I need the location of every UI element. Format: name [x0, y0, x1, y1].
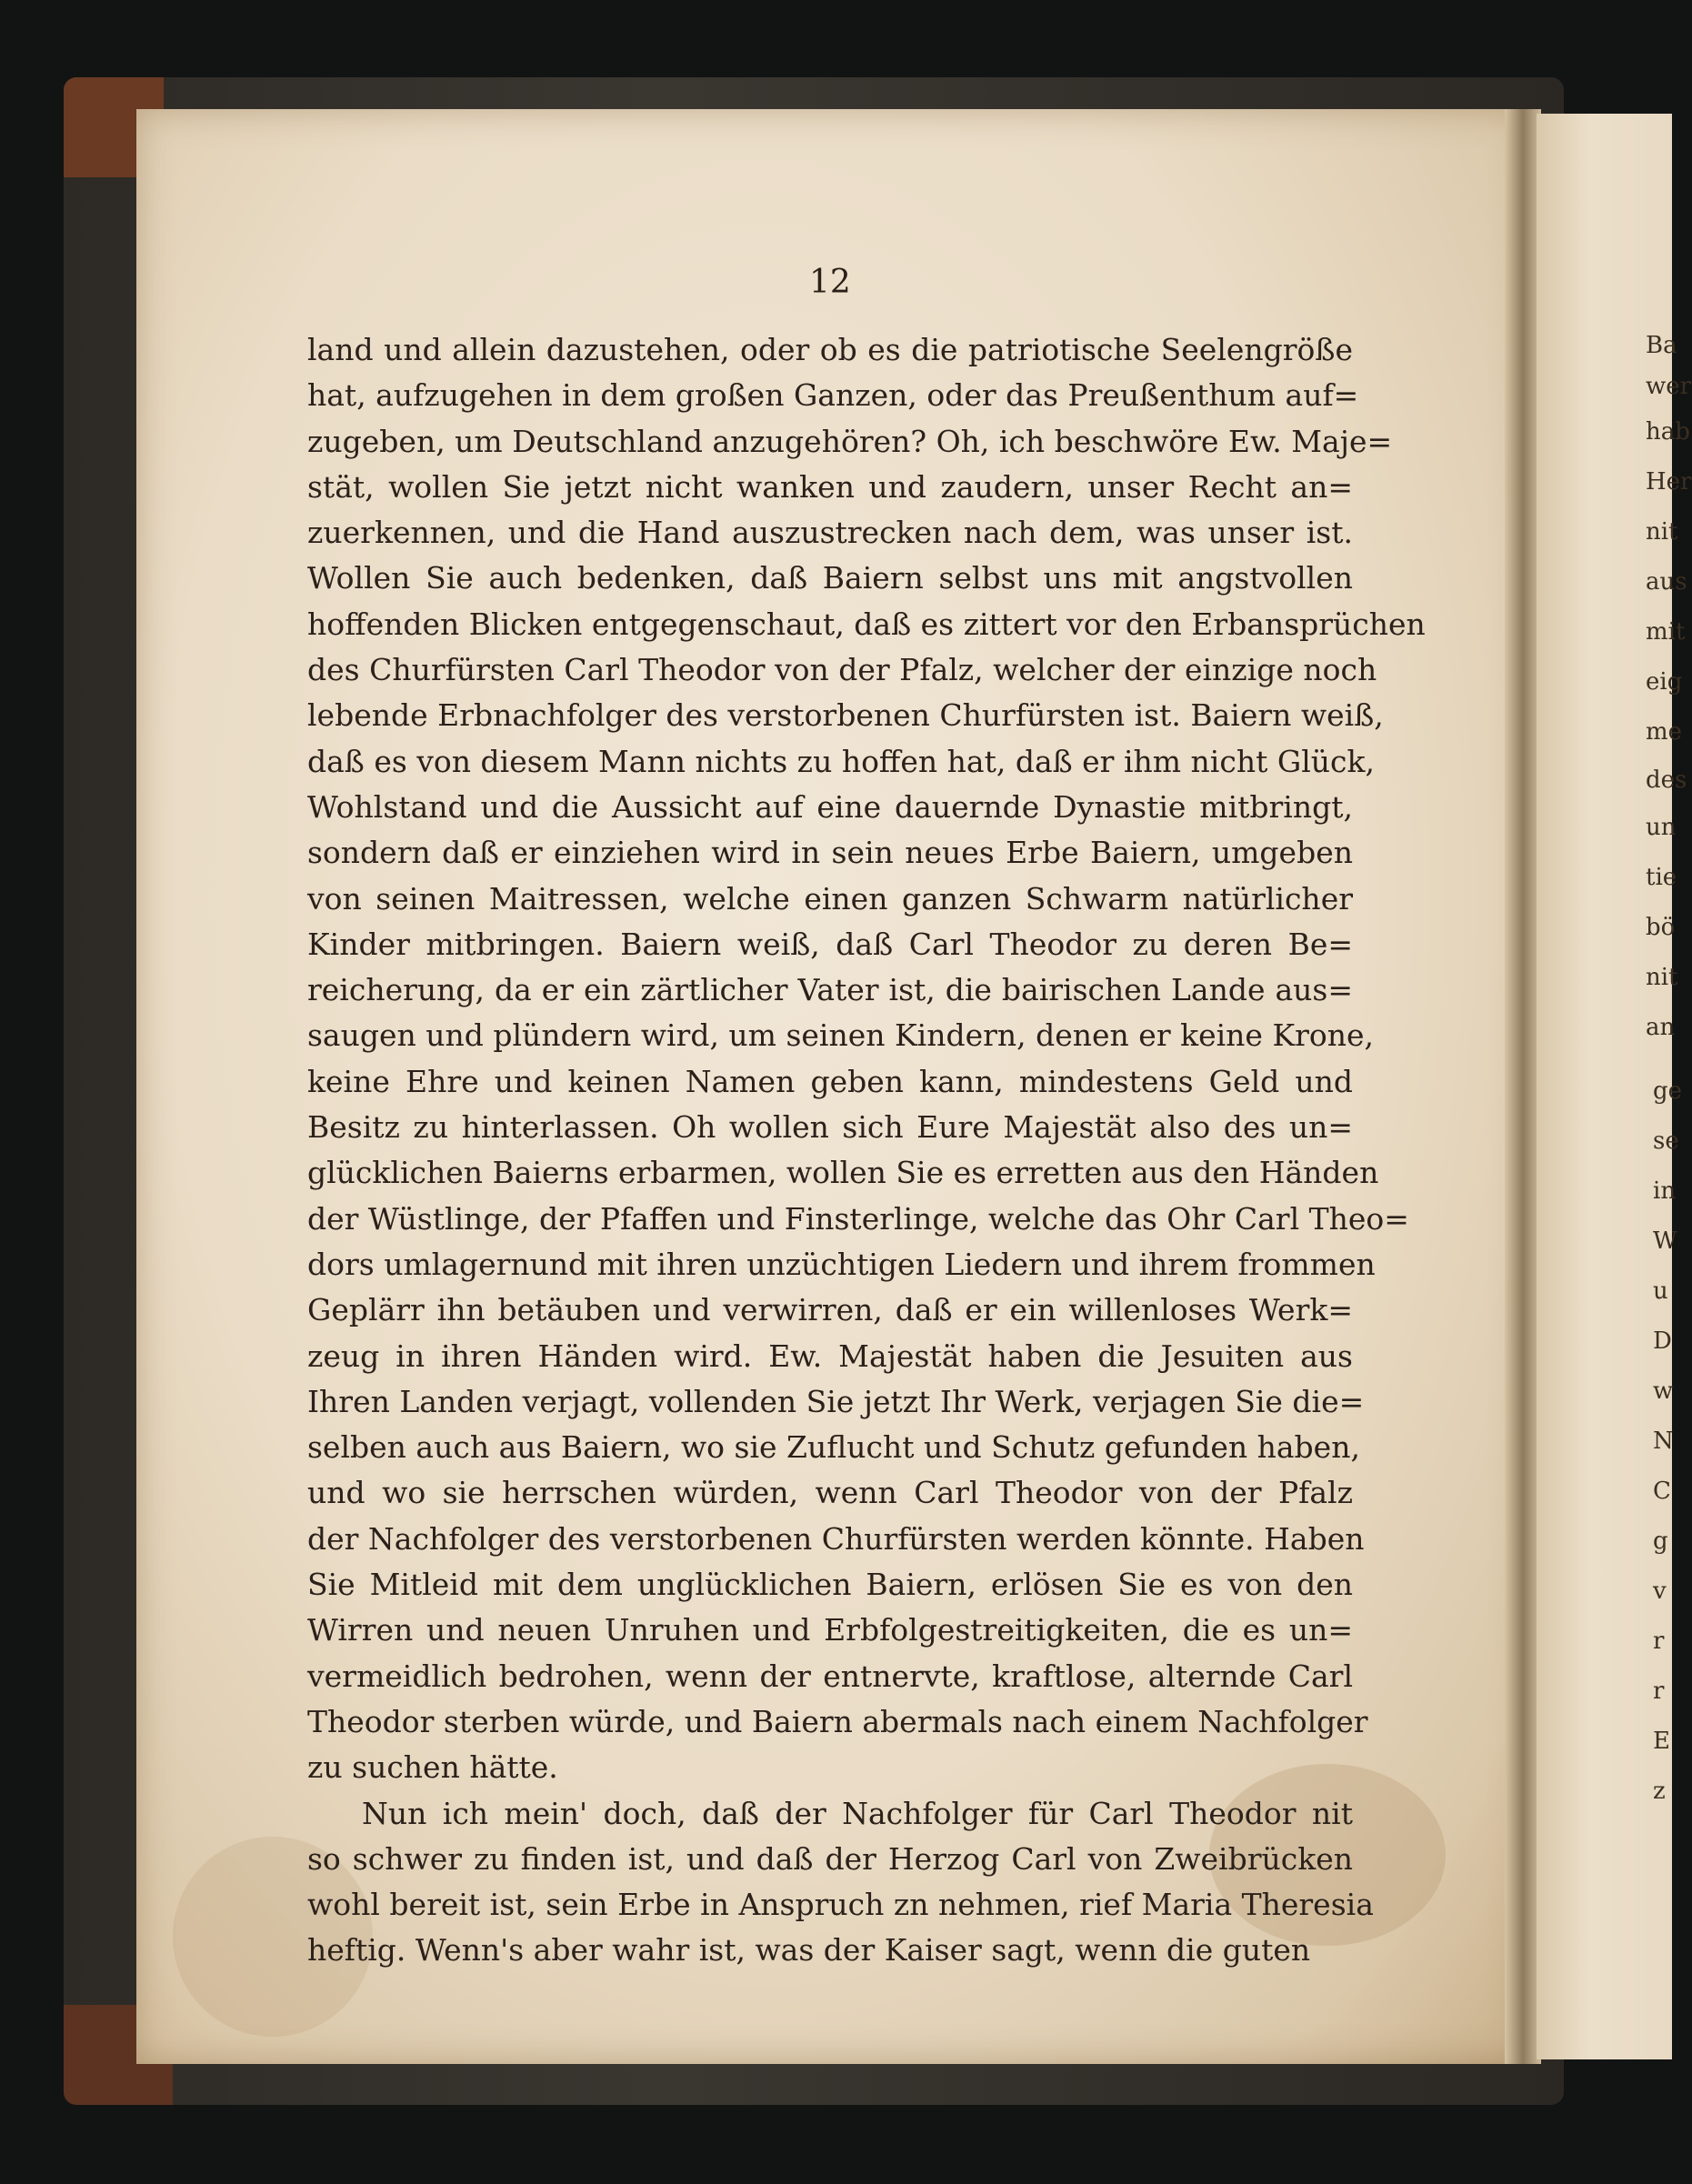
- next-page-fragment: w: [1653, 1378, 1674, 1405]
- next-page-fragment: se: [1653, 1127, 1679, 1155]
- next-page-fragment: v: [1653, 1578, 1667, 1605]
- text-line: glücklichen Baierns erbarmen, wollen Sie es erretten aus den Händen: [307, 1155, 1379, 1191]
- next-page-fragment: r: [1653, 1628, 1665, 1655]
- next-page-fragment: nit: [1646, 964, 1678, 991]
- text-line: saugen und plündern wird, um seinen Kindern, denen er keine Krone,: [307, 1017, 1375, 1054]
- next-page-fragment: in: [1653, 1177, 1677, 1205]
- next-page-fragment: u: [1653, 1277, 1668, 1305]
- text-line: vermeidlich bedrohen, wenn der entnervte, kraftlose, alternde Carl: [307, 1658, 1353, 1694]
- text-line: der Nachfolger des verstorbenen Churfürsten werden könnte. Haben: [307, 1520, 1365, 1557]
- next-page-fragment: un: [1646, 814, 1677, 841]
- text-line: keine Ehre und keinen Namen geben kann, mindestens Geld und: [307, 1063, 1353, 1099]
- page-number: 12: [809, 264, 851, 301]
- next-page-fragment: Ba: [1646, 332, 1677, 359]
- text-line: der Wüstlinge, der Pfaffen und Finsterlinge, welche das Ohr Carl Theo=: [307, 1200, 1409, 1237]
- text-line: Wohlstand und die Aussicht auf eine dauernde Dynastie mitbringt,: [307, 788, 1353, 825]
- text-line: Besitz zu hinterlassen. Oh wollen sich Eure Majestät also des un=: [307, 1109, 1353, 1146]
- text-line: hoffenden Blicken entgegenschaut, daß es zittert vor den Erbansprüchen: [307, 606, 1426, 642]
- next-page-fragment: aus: [1646, 568, 1687, 596]
- text-line: zugeben, um Deutschland anzugehören? Oh, ich beschwöre Ew. Maje=: [307, 423, 1393, 459]
- next-page-fragment: me: [1646, 718, 1683, 746]
- text-line: Sie Mitleid mit dem unglücklichen Baiern, erlösen Sie es von den: [307, 1567, 1353, 1603]
- next-page-fragment: Her: [1646, 468, 1692, 496]
- next-page-fragment: hab: [1646, 418, 1690, 446]
- text-line: selben auch aus Baiern, wo sie Zuflucht und Schutz gefunden haben,: [307, 1429, 1360, 1466]
- next-page-fragment: N: [1653, 1428, 1674, 1455]
- next-page-fragment: des: [1646, 766, 1687, 794]
- text-line: lebende Erbnachfolger des verstorbenen Churfürsten ist. Baiern weiß,: [307, 697, 1384, 734]
- text-line: zu suchen hätte.: [307, 1749, 558, 1786]
- text-line: Wollen Sie auch bedenken, daß Baiern selbst uns mit angstvollen: [307, 560, 1353, 596]
- next-page-fragment: W: [1653, 1227, 1677, 1255]
- text-line: des Churfürsten Carl Theodor von der Pfalz, welcher der einzige noch: [307, 652, 1377, 688]
- next-page-fragment: r: [1653, 1678, 1665, 1705]
- next-page-fragment: D: [1653, 1327, 1672, 1355]
- text-line: reicherung, da er ein zärtlicher Vater ist, die bairischen Lande aus=: [307, 972, 1353, 1008]
- text-line: dors umlagernund mit ihren unzüchtigen Liedern und ihrem frommen: [307, 1246, 1376, 1282]
- next-page-fragment: mit: [1646, 618, 1686, 646]
- text-line: land und allein dazustehen, oder ob es die patriotische Seelengröße: [307, 332, 1353, 367]
- next-page-fragment: eig: [1646, 668, 1683, 696]
- text-line: Wirren und neuen Unruhen und Erbfolgestreitigkeiten, die es un=: [307, 1612, 1353, 1648]
- next-page-fragment: E: [1653, 1728, 1670, 1755]
- next-page-fragment: C: [1653, 1478, 1671, 1505]
- text-line: Ihren Landen verjagt, vollenden Sie jetzt Ihr Werk, verjagen Sie die=: [307, 1383, 1365, 1419]
- text-line: Geplärr ihn betäuben und verwirren, daß er ein willenloses Werk=: [307, 1292, 1353, 1328]
- next-page-fragment: g: [1653, 1528, 1668, 1555]
- next-page-fragment: tie: [1646, 864, 1677, 891]
- text-line: von seinen Maitressen, welche einen ganzen Schwarm natürlicher: [307, 880, 1353, 917]
- next-page-fragment: z: [1653, 1778, 1666, 1805]
- text-line: Nun ich mein' doch, daß der Nachfolger für Carl Theodor nit: [362, 1795, 1353, 1831]
- text-line: wohl bereit ist, sein Erbe in Anspruch zn nehmen, rief Maria Theresia: [307, 1887, 1374, 1923]
- text-line: zeug in ihren Händen wird. Ew. Majestät haben die Jesuiten aus: [307, 1337, 1353, 1374]
- text-line: und wo sie herrschen würden, wenn Carl Theodor von der Pfalz: [307, 1475, 1353, 1511]
- text-line: hat, aufzugehen in dem großen Ganzen, oder das Preußenthum auf=: [307, 377, 1359, 414]
- text-line: Kinder mitbringen. Baiern weiß, daß Carl Theodor zu deren Be=: [307, 926, 1353, 962]
- book-gutter: [1505, 109, 1541, 2064]
- next-page-fragment: ge: [1653, 1077, 1683, 1105]
- next-page-fragment: bö: [1646, 914, 1676, 941]
- text-line: so schwer zu finden ist, und daß der Herzog Carl von Zweibrücken: [307, 1840, 1353, 1877]
- text-line: stät, wollen Sie jetzt nicht wanken und zaudern, unser Recht an=: [307, 468, 1353, 505]
- text-line: zuerkennen, und die Hand auszustrecken nach dem, was unser ist.: [307, 515, 1353, 551]
- text-line: sondern daß er einziehen wird in sein neues Erbe Baiern, umgeben: [307, 835, 1353, 871]
- page-text: [307, 327, 1426, 1974]
- next-page-fragment: nit: [1646, 518, 1678, 546]
- text-line: daß es von diesem Mann nichts zu hoffen hat, daß er ihm nicht Glück,: [307, 743, 1375, 779]
- right-page-edge: [1537, 114, 1692, 2059]
- next-page-fragment: wer: [1646, 373, 1692, 400]
- next-page-fragment: an: [1646, 1014, 1676, 1041]
- text-line: heftig. Wenn's aber wahr ist, was der Kaiser sagt, wenn die guten: [307, 1932, 1311, 1969]
- text-line: Theodor sterben würde, und Baiern abermals nach einem Nachfolger: [307, 1703, 1368, 1739]
